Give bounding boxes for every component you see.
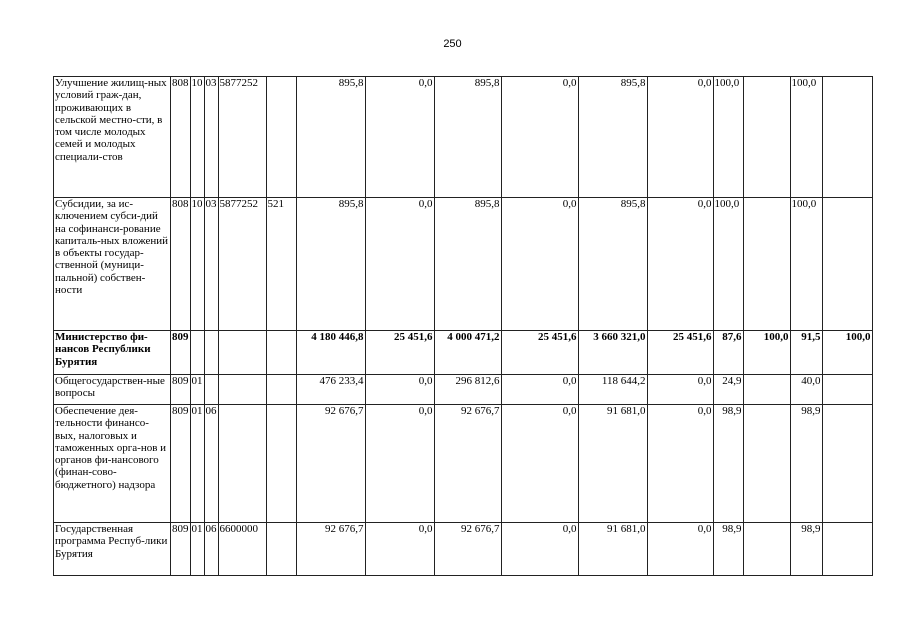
row-name: Министерство фи-нансов Республики Бурятия xyxy=(54,331,171,375)
code-expense-type xyxy=(266,331,296,375)
row-name: Обеспечение дея-тельности финансо-вых, налоговых и таможенных орга-нов и органов фи-нансового (финан-сово-бюджетного) надзора xyxy=(54,405,171,523)
value-5: 91 681,0 xyxy=(578,523,647,576)
value-6: 25 451,6 xyxy=(647,331,713,375)
code-expense-type xyxy=(266,77,296,198)
value-2: 0,0 xyxy=(365,77,434,198)
value-4: 0,0 xyxy=(501,523,578,576)
value-1: 895,8 xyxy=(296,198,365,331)
percent-2 xyxy=(743,77,790,198)
percent-1: 100,0 xyxy=(713,198,743,331)
code-section: 10 xyxy=(190,198,204,331)
percent-4: 100,0 xyxy=(822,331,872,375)
value-5: 91 681,0 xyxy=(578,405,647,523)
row-name: Общегосударствен-ные вопросы xyxy=(54,375,171,405)
code-subsection: 06 xyxy=(204,523,218,576)
code-subsection: 03 xyxy=(204,198,218,331)
value-1: 476 233,4 xyxy=(296,375,365,405)
value-6: 0,0 xyxy=(647,77,713,198)
row-name: Государственная программа Респуб-лики Бурятия xyxy=(54,523,171,576)
percent-1: 98,9 xyxy=(713,523,743,576)
table-row xyxy=(54,523,873,576)
code-expense-type xyxy=(266,523,296,576)
table-row xyxy=(54,405,873,523)
code-admin: 809 xyxy=(171,523,191,576)
percent-4 xyxy=(822,77,872,198)
value-6: 0,0 xyxy=(647,523,713,576)
value-4: 0,0 xyxy=(501,405,578,523)
value-3: 296 812,6 xyxy=(434,375,501,405)
row-name: Улучшение жилищ-ных условий граж-дан, проживающих в сельской местно-сти, в том числе молодых семей и молодых специали-стов xyxy=(54,77,171,198)
percent-3: 100,0 xyxy=(790,198,822,331)
percent-3: 98,9 xyxy=(790,523,822,576)
value-2: 0,0 xyxy=(365,405,434,523)
value-5: 3 660 321,0 xyxy=(578,331,647,375)
code-admin: 808 xyxy=(171,77,191,198)
code-target: 5877252 xyxy=(218,77,266,198)
percent-1: 87,6 xyxy=(713,331,743,375)
table-row xyxy=(54,375,873,405)
percent-1: 24,9 xyxy=(713,375,743,405)
value-1: 4 180 446,8 xyxy=(296,331,365,375)
code-target xyxy=(218,405,266,523)
percent-3: 98,9 xyxy=(790,405,822,523)
code-target: 5877252 xyxy=(218,198,266,331)
budget-table xyxy=(53,76,873,576)
percent-4 xyxy=(822,405,872,523)
value-6: 0,0 xyxy=(647,375,713,405)
code-target: 6600000 xyxy=(218,523,266,576)
code-section: 01 xyxy=(190,375,204,405)
code-admin: 808 xyxy=(171,198,191,331)
percent-4 xyxy=(822,375,872,405)
code-expense-type xyxy=(266,375,296,405)
value-4: 0,0 xyxy=(501,77,578,198)
code-admin: 809 xyxy=(171,375,191,405)
value-1: 92 676,7 xyxy=(296,405,365,523)
table-row xyxy=(54,198,873,331)
code-target xyxy=(218,331,266,375)
row-name: Субсидии, за ис-ключением субси-дий на софинанси-рование капиталь-ных вложений в объекты государ-ственной (муници-пальной) собствен-ности xyxy=(54,198,171,331)
percent-4 xyxy=(822,523,872,576)
code-subsection: 03 xyxy=(204,77,218,198)
percent-2 xyxy=(743,405,790,523)
percent-3: 100,0 xyxy=(790,77,822,198)
value-6: 0,0 xyxy=(647,198,713,331)
value-2: 0,0 xyxy=(365,375,434,405)
value-2: 25 451,6 xyxy=(365,331,434,375)
value-4: 25 451,6 xyxy=(501,331,578,375)
code-subsection: 06 xyxy=(204,405,218,523)
value-1: 895,8 xyxy=(296,77,365,198)
value-4: 0,0 xyxy=(501,198,578,331)
value-3: 895,8 xyxy=(434,198,501,331)
value-2: 0,0 xyxy=(365,523,434,576)
percent-3: 91,5 xyxy=(790,331,822,375)
value-5: 895,8 xyxy=(578,77,647,198)
value-5: 895,8 xyxy=(578,198,647,331)
value-2: 0,0 xyxy=(365,198,434,331)
code-section xyxy=(190,331,204,375)
value-3: 895,8 xyxy=(434,77,501,198)
value-4: 0,0 xyxy=(501,375,578,405)
percent-2 xyxy=(743,375,790,405)
code-section: 01 xyxy=(190,405,204,523)
code-subsection xyxy=(204,375,218,405)
value-3: 4 000 471,2 xyxy=(434,331,501,375)
table-row xyxy=(54,331,873,375)
code-section: 01 xyxy=(190,523,204,576)
code-subsection xyxy=(204,331,218,375)
percent-4 xyxy=(822,198,872,331)
code-admin: 809 xyxy=(171,331,191,375)
code-admin: 809 xyxy=(171,405,191,523)
code-expense-type: 521 xyxy=(266,198,296,331)
percent-2 xyxy=(743,523,790,576)
percent-1: 100,0 xyxy=(713,77,743,198)
percent-2 xyxy=(743,198,790,331)
value-3: 92 676,7 xyxy=(434,523,501,576)
value-5: 118 644,2 xyxy=(578,375,647,405)
code-section: 10 xyxy=(190,77,204,198)
code-expense-type xyxy=(266,405,296,523)
value-6: 0,0 xyxy=(647,405,713,523)
value-1: 92 676,7 xyxy=(296,523,365,576)
percent-3: 40,0 xyxy=(790,375,822,405)
value-3: 92 676,7 xyxy=(434,405,501,523)
table-row xyxy=(54,77,873,198)
percent-2: 100,0 xyxy=(743,331,790,375)
code-target xyxy=(218,375,266,405)
page-number: 250 xyxy=(443,38,462,50)
percent-1: 98,9 xyxy=(713,405,743,523)
